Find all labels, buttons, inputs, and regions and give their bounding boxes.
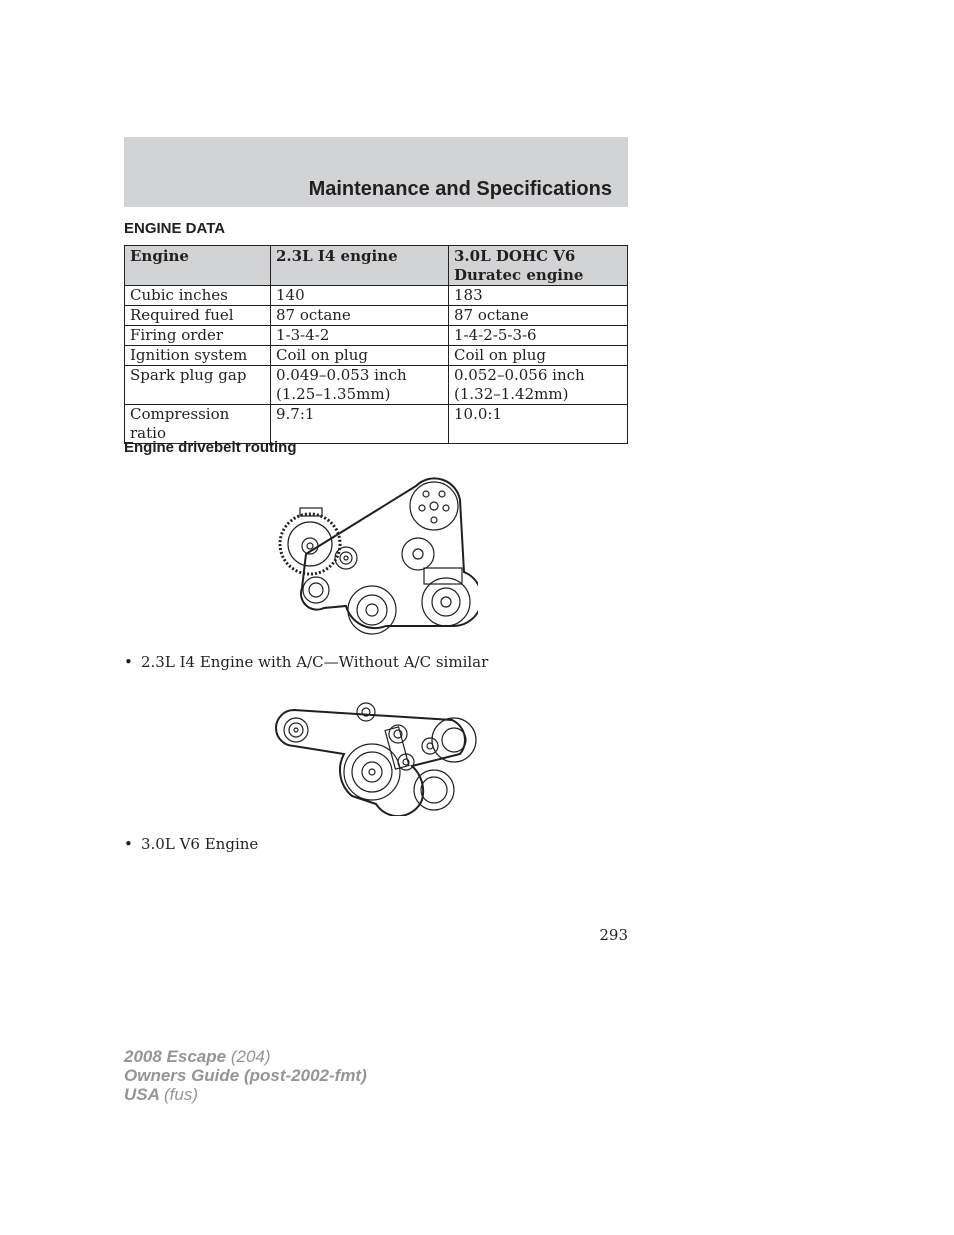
table-cell: 9.7:1	[271, 405, 449, 444]
section-title: ENGINE DATA	[124, 220, 226, 237]
table-cell: 0.052–0.056 inch (1.32–1.42mm)	[449, 366, 628, 405]
table-cell: Coil on plug	[271, 346, 449, 366]
table-cell: Compression ratio	[125, 405, 271, 444]
engine-data-table	[124, 245, 628, 444]
bullet-text: 2.3L I4 Engine with A/C—Without A/C similar	[141, 653, 489, 671]
table-cell: Coil on plug	[449, 346, 628, 366]
table-cell: 10.0:1	[449, 405, 628, 444]
footer-code: (204)	[230, 1047, 271, 1066]
table-header-cell: 3.0L DOHC V6 Duratec engine	[449, 246, 628, 286]
header-band	[124, 137, 628, 207]
footer-market: USA	[124, 1085, 160, 1104]
table-cell: 183	[449, 286, 628, 306]
table-row	[125, 286, 628, 306]
footer-model: 2008 Escape	[124, 1047, 227, 1066]
footer-line	[124, 1085, 367, 1104]
table-row	[125, 326, 628, 346]
bullet-marker: •	[124, 653, 133, 671]
drivebelt-diagram-v6	[272, 696, 482, 816]
table-cell: 1-3-4-2	[271, 326, 449, 346]
table-header-row	[125, 246, 628, 286]
table-cell: Cubic inches	[125, 286, 271, 306]
table-header-cell: Engine	[125, 246, 271, 286]
table-header-cell: 2.3L I4 engine	[271, 246, 449, 286]
footer-line: Owners Guide (post-2002-fmt)	[124, 1066, 367, 1085]
table-cell: Ignition system	[125, 346, 271, 366]
drivebelt-diagram-i4	[276, 476, 478, 638]
table-cell: 87 octane	[271, 306, 449, 326]
subsection-title: Engine drivebelt routing	[124, 439, 297, 456]
table-cell: 1-4-2-5-3-6	[449, 326, 628, 346]
table-cell: 0.049–0.053 inch (1.25–1.35mm)	[271, 366, 449, 405]
table-row	[125, 306, 628, 326]
table-cell: Required fuel	[125, 306, 271, 326]
footer	[124, 1047, 367, 1104]
table-row	[125, 405, 628, 444]
bullet-text: 3.0L V6 Engine	[141, 835, 259, 853]
table-row	[125, 366, 628, 405]
list-item	[124, 835, 258, 853]
table-cell: 140	[271, 286, 449, 306]
footer-market-code: (fus)	[164, 1085, 198, 1104]
table-row	[125, 346, 628, 366]
bullet-marker: •	[124, 835, 133, 853]
table-cell: Spark plug gap	[125, 366, 271, 405]
footer-line	[124, 1047, 367, 1066]
list-item	[124, 653, 488, 671]
page-title: Maintenance and Specifications	[308, 178, 612, 200]
table-cell: 87 octane	[449, 306, 628, 326]
page-number: 293	[599, 926, 628, 944]
table-cell: Firing order	[125, 326, 271, 346]
